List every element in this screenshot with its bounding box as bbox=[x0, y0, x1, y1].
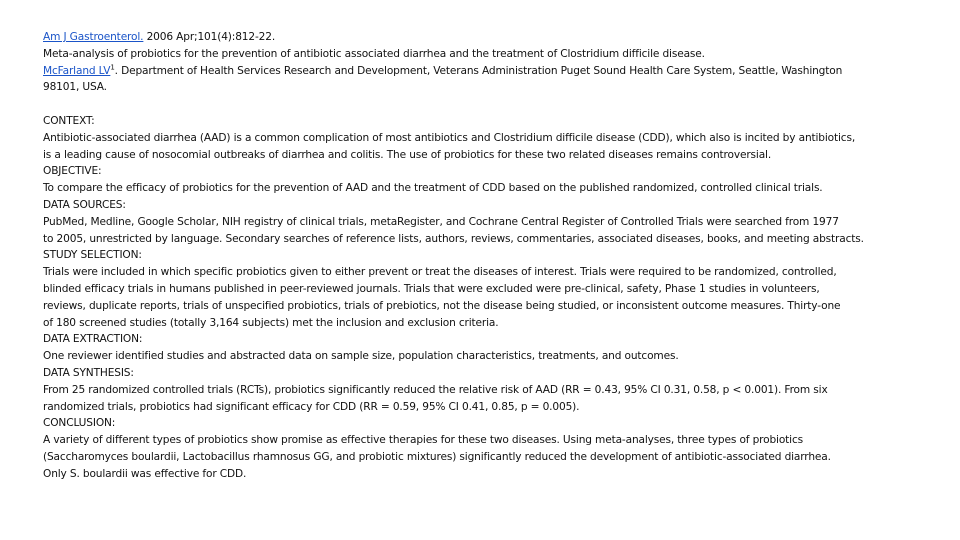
sources-heading: DATA SOURCES: bbox=[43, 198, 126, 211]
selection-text: reviews, duplicate reports, trials of unspecified probiotics, trials of prebiotics, not the disease being studied, or inconsistent outcome measures. Thirty-one bbox=[43, 299, 841, 312]
citation-line bbox=[43, 29, 940, 46]
extraction-heading: DATA EXTRACTION: bbox=[43, 333, 143, 346]
synthesis-heading: DATA SYNTHESIS: bbox=[43, 366, 134, 379]
context-heading: CONTEXT: bbox=[43, 114, 95, 127]
affiliation-text: . Department of Health Services Research and Development, Veterans Administration Puget Sound Health Care System, Seattle, Washington bbox=[114, 64, 843, 77]
synthesis-text: From 25 randomized controlled trials (RCTs), probiotics significantly reduced the relative risk of AAD (RR = 0.43, 95% CI 0.31, 0.58, p < 0.001). From six bbox=[43, 383, 828, 396]
journal-link[interactable]: Am J Gastroenterol. bbox=[43, 31, 144, 43]
objective-heading: OBJECTIVE: bbox=[43, 165, 102, 178]
conclusion-text: Only S. boulardii was effective for CDD. bbox=[43, 467, 247, 480]
conclusion-text: (Saccharomyces boulardii, Lactobacillus rhamnosus GG, and probiotic mixtures) significantly reduced the development of antibiotic-associated diarrhea. bbox=[43, 450, 831, 463]
author-link[interactable]: McFarland LV bbox=[43, 64, 111, 77]
article-title: Meta-analysis of probiotics for the prevention of antibiotic associated diarrhea and the treatment of Clostridium difficile disease. bbox=[43, 47, 705, 60]
synthesis-text: randomized trials, probiotics had significant efficacy for CDD (RR = 0.59, 95% CI 0.41, 0.85, p = 0.005). bbox=[43, 400, 580, 413]
sources-text: PubMed, Medline, Google Scholar, NIH registry of clinical trials, metaRegister, and Cochrane Central Register of Controlled Trials were searched from 1977 bbox=[43, 215, 839, 228]
context-text: Antibiotic-associated diarrhea (AAD) is a common complication of most antibiotics and Clostridium difficile disease (CDD), which also is incited by antibiotics, bbox=[43, 131, 856, 144]
author-superscript: 1 bbox=[110, 63, 115, 72]
extraction-text: One reviewer identified studies and abstracted data on sample size, population characteristics, treatments, and outcomes. bbox=[43, 350, 679, 363]
spacer bbox=[43, 96, 940, 113]
affiliation-text-cont: 98101, USA. bbox=[43, 81, 107, 94]
citation-details: 2006 Apr;101(4):812-22. bbox=[143, 31, 276, 43]
conclusion-text: A variety of different types of probiotics show promise as effective therapies for these two diseases. Using meta-analyses, three types of probiotics bbox=[43, 434, 803, 447]
author-line bbox=[43, 63, 940, 80]
selection-text: of 180 screened studies (totally 3,164 subjects) met the inclusion and exclusion criteria. bbox=[43, 316, 499, 329]
context-text: is a leading cause of nosocomial outbreaks of diarrhea and colitis. The use of probiotics for these two related diseases remains controversial. bbox=[43, 148, 772, 161]
sources-text: to 2005, unrestricted by language. Secondary searches of reference lists, authors, reviews, commentaries, associated diseases, books, and meeting abstracts. bbox=[43, 232, 864, 245]
selection-text: blinded efficacy trials in humans published in peer-reviewed journals. Trials that were excluded were pre-clinical, safety, Phase 1 studies in volunteers, bbox=[43, 282, 820, 295]
selection-text: Trials were included in which specific probiotics given to either prevent or treat the diseases of interest. Trials were required to be randomized, controlled, bbox=[43, 266, 837, 279]
objective-text: To compare the efficacy of probiotics for the prevention of AAD and the treatment of CDD based on the published randomized, controlled clinical trials. bbox=[43, 182, 823, 195]
conclusion-heading: CONCLUSION: bbox=[43, 417, 116, 430]
selection-heading: STUDY SELECTION: bbox=[43, 249, 142, 262]
